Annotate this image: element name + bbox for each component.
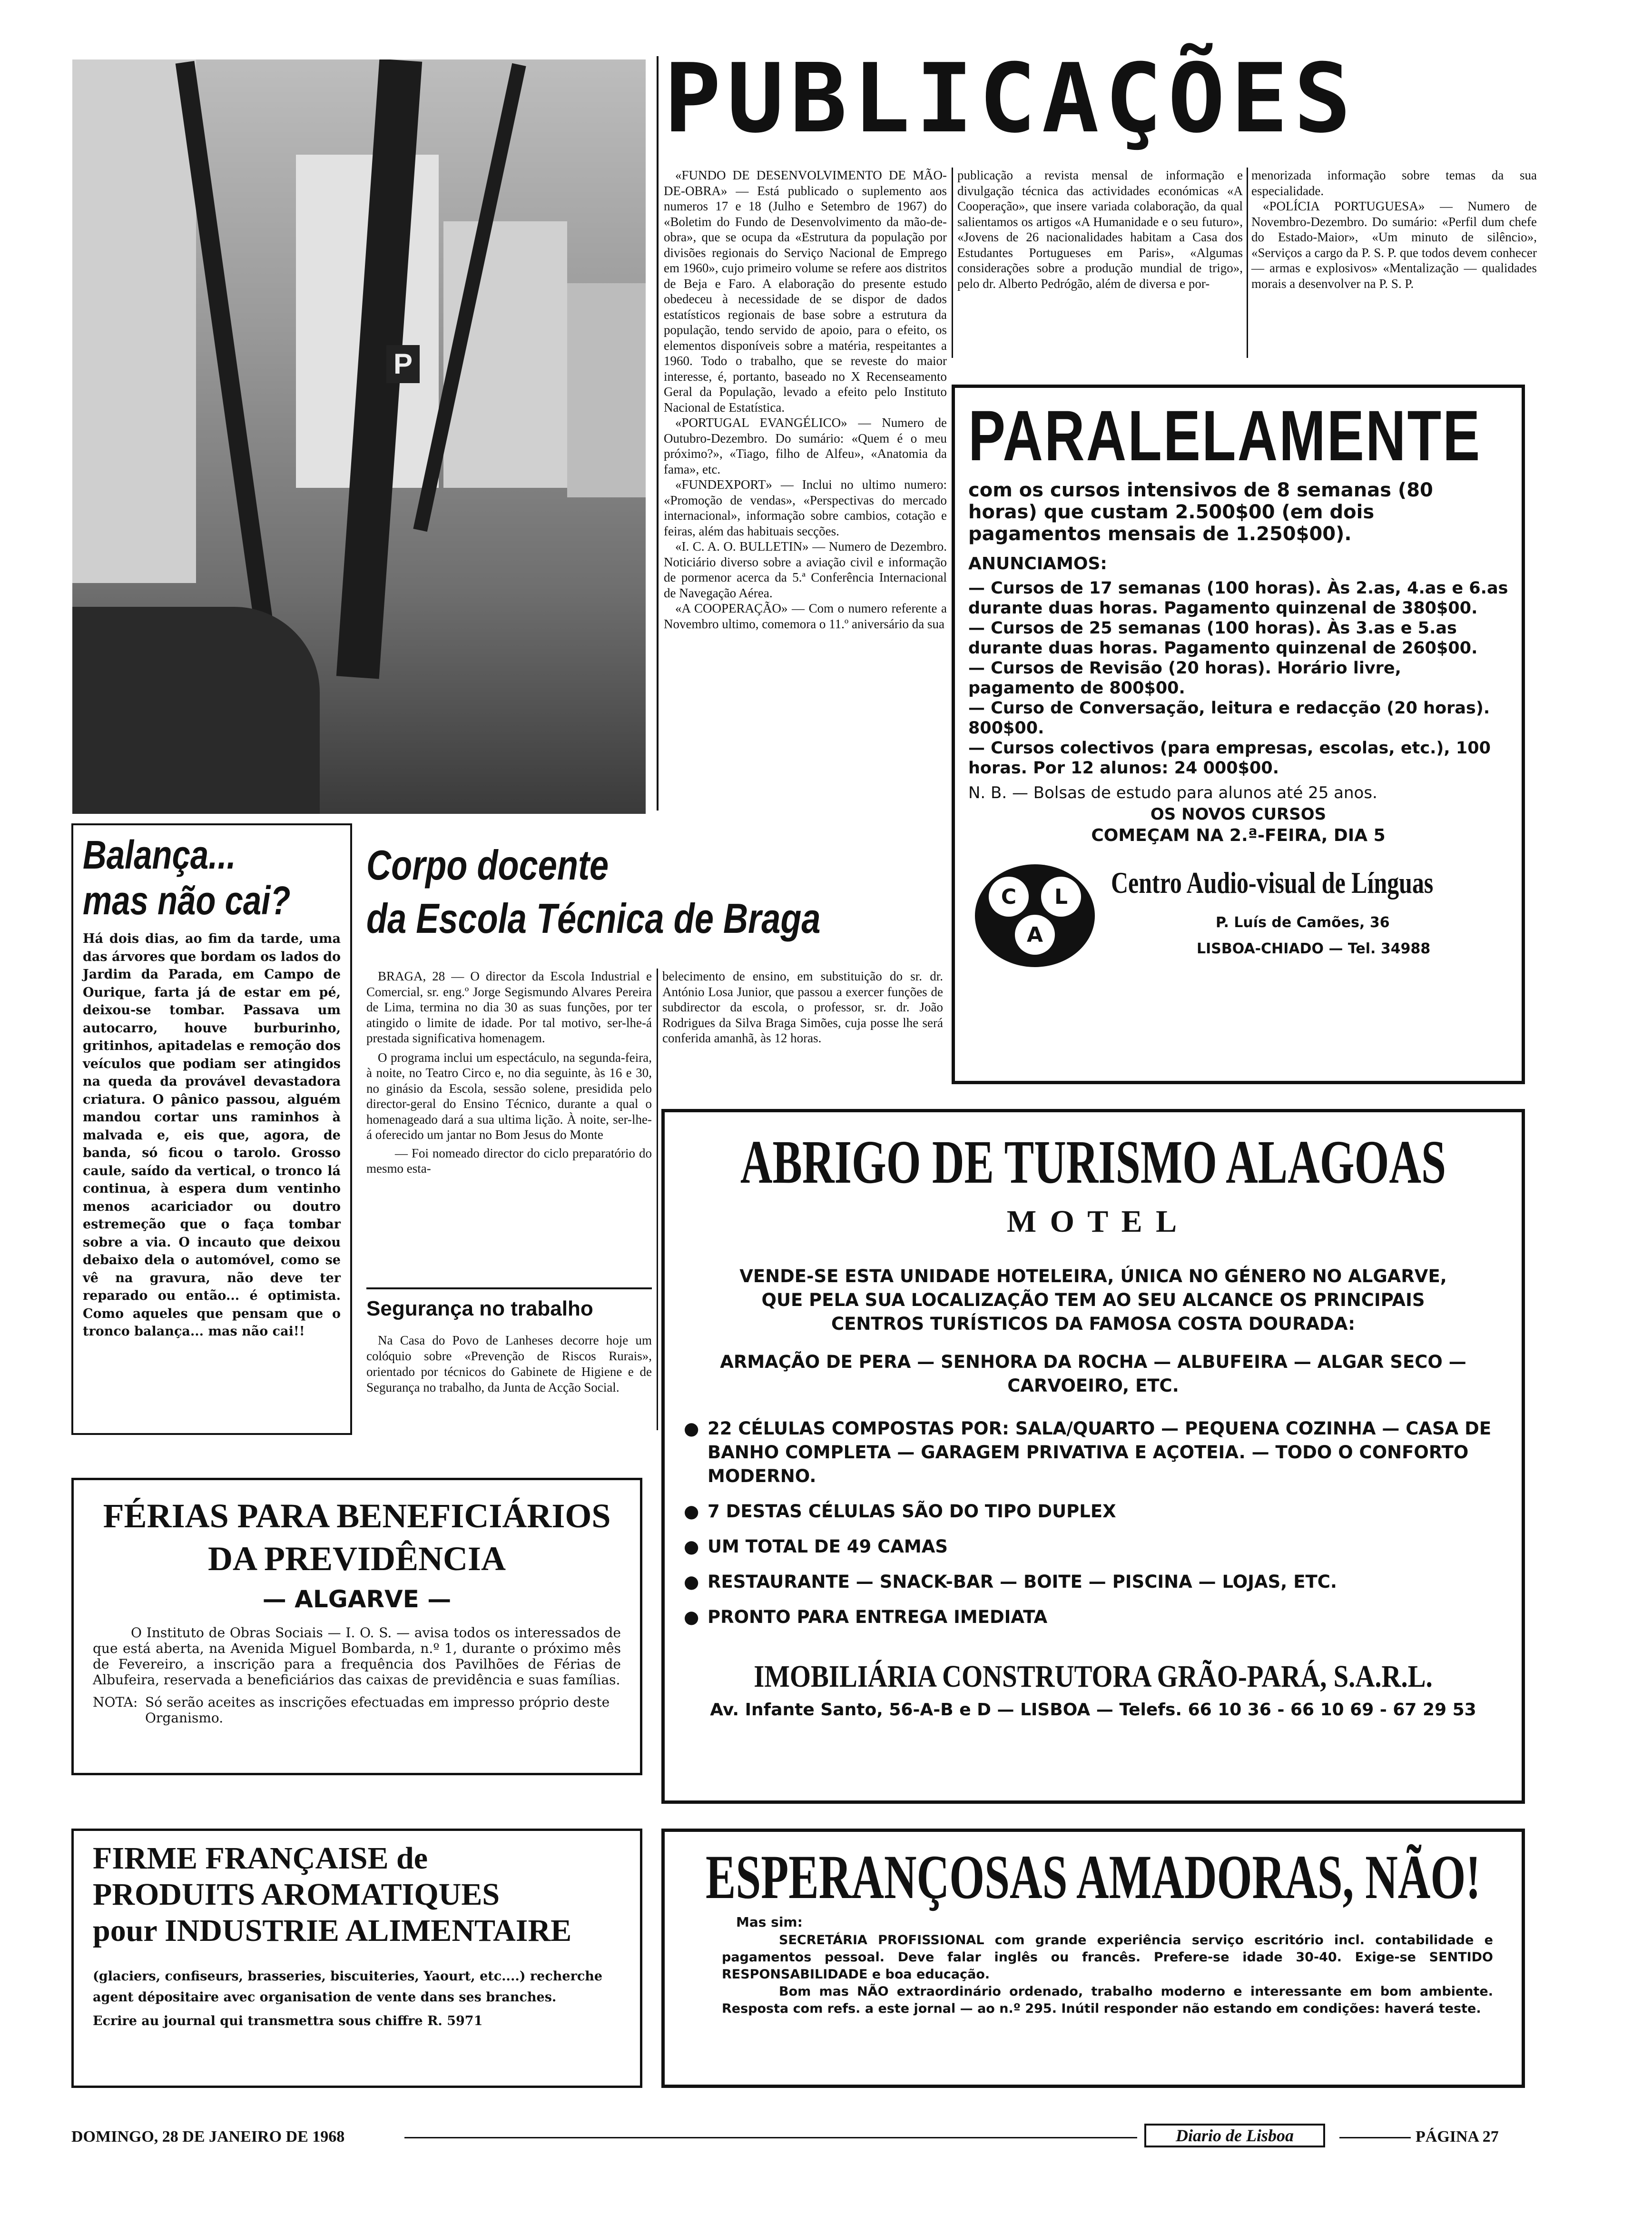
nota-text: Só serão aceites as inscrições efectuadas em impresso próprio deste Organismo. — [145, 1694, 610, 1726]
pub-item: «FUNDO DE DESENVOLVIMENTO DE MÃO-DE-OBRA» — Está publicado o suplemento aos numeros 17 e 18 (Julho e Setembro de 1967) do «Boletim do Fundo de Desenvolvimento da mão-de-obra», que se ocupa da «Estrutura da população por divisões regionais do Serviço Nacional de Emprego em 1960», cujo primeiro volume se refere aos distritos de Beja e Faro. A elaboração do presente estudo obedeceu à necessidade de se dispor de dados estatísticos regionais de base sobre a estrutura da população, tendo servido de apoio, para o efeito, os elementos disponíveis sobre a matéria, respeitantes a 1960. Todo o trabalho, que se reveste do maior interesse, é, portanto, baseado no X Recenseamento Geral da População, levado a efeito pelo Instituto Nacional de Estatística. — [664, 168, 947, 415]
ad-vende: VENDE-SE ESTA UNIDADE HOTELEIRA, ÚNICA NO GÉNERO NO ALGARVE, QUE PELA SUA LOCALIZAÇÃO TEM AO SEU ALCANCE OS PRINCIPAIS CENTROS TURÍSTICOS DA FAMOSA COSTA DOURADA: — [739, 1266, 1447, 1334]
paralelamente-ad — [952, 385, 1525, 1084]
course-item: — Cursos de 25 semanas (100 horas). Às 3.as e 5.as durante duas horas. Pagamento quinzenal de 260$00. — [968, 619, 1478, 658]
ad-motel: M O T E L — [1006, 1204, 1180, 1239]
publicacoes-col2: publicação a revista mensal de informação e divulgação técnica das actividades económicas «A Cooperação», que insere variada colaboração, da qual salientamos os artigos «A Humanidade e o seu futuro», «Jovens de 26 nacionalidades habitam a Casa dos Estudantes Portugueses em Paris», «Algumas considerações sobre a produção mundial de trigo», pelo dr. Alberto Pedrógão, além de diversa e por- — [957, 168, 1243, 291]
corpo-title — [366, 839, 937, 945]
ad-sub: — ALGARVE — — [262, 1585, 452, 1613]
pub-item: menorizada informação sobre temas da sua especialidade. — [1251, 168, 1537, 198]
ad-company: IMOBILIÁRIA CONSTRUTORA GRÃO-PARÁ, S.A.R.L. — [754, 1659, 1433, 1694]
corpo-col1 — [366, 969, 652, 1177]
ad-line: PRODUITS AROMATIQUES — [93, 1877, 500, 1912]
esperancosas-ad — [661, 1829, 1525, 2088]
ad-bullet: ● 22 CÉLULAS COMPOSTAS POR: SALA/QUARTO — PEQUENA COZINHA — CASA DE BANHO COMPLETA — GARAGEM PRIVATIVA E AÇOTEIA. — TODO O CONFORTO MODERNO. — [684, 1417, 1503, 1488]
ad-bullet: ● PRONTO PARA ENTREGA IMEDIATA — [684, 1605, 1503, 1629]
ad-address: Av. Infante Santo, 56-A-B e D — LISBOA — Telefs. 66 10 36 - 66 10 69 - 67 29 53 — [710, 1700, 1476, 1720]
article-title: mas não cai? — [83, 878, 291, 923]
divider — [366, 1287, 652, 1289]
ad-places: ARMAÇÃO DE PERA — SENHORA DA ROCHA — ALBUFEIRA — ALGAR SECO — CARVOEIRO, ETC. — [720, 1352, 1466, 1396]
ad-mas: Mas sim: — [736, 1914, 803, 1930]
bullet-icon: ● — [684, 1607, 699, 1627]
pub-item: «POLÍCIA PORTUGUESA» — Numero de Novembro-Dezembro. Do sumário: «Perfil dum chefe do Estado-Maior», «Um minuto de silêncio», «Serviços a cargo da P. S. P. que todos devem conhecer — armas e explosivos» «Mentalização — qualidades morais a desenvolver na P. S. P. — [1251, 199, 1537, 291]
ad-novos: OS NOVOS CURSOS — [1150, 805, 1327, 824]
ad-bullet: ● UM TOTAL DE 49 CAMAS — [684, 1535, 1503, 1559]
section-title: PUBLICAÇÕES — [664, 43, 1357, 154]
ad-intro: com os cursos intensivos de 8 semanas (80 horas) que custam 2.500$00 (em dois pagamentos mensais de 1.250$00). — [968, 479, 1433, 545]
firme-ad — [71, 1829, 642, 2088]
pub-item: «I. C. A. O. BULLETIN» — Numero de Dezembro. Noticiário diverso sobre a aviação civil e informação de pormenor acerca da 5.ª Conferência Internacional de Navegação Aérea. — [664, 539, 947, 600]
ad-title: ABRIGO DE TURISMO ALAGOAS — [740, 1128, 1446, 1197]
bullet-icon: ● — [684, 1418, 699, 1439]
ad-body: O Instituto de Obras Sociais — I. O. S. — avisa todos os interessados de que está aberta, na Avenida Miguel Bombarda, n.º 1, durante o próximo mês de Fevereiro, a inscrição para a frequência dos Pavilhões de Férias de Albufeira, reservada a beneficiários das caixas de previdência e suas famílias. — [93, 1625, 621, 1688]
bullet-icon: ● — [684, 1572, 699, 1592]
ad-body: SECRETÁRIA PROFISSIONAL com grande experiência serviço escritório incl. contabilidade e pagamentos pessoal. Deve falar inglês ou francês. Prefere-se idade 30-40. Exige-se SENTIDO RESPONSABILIDADE e boa educação. — [722, 1933, 1493, 1982]
ad-line: FIRME FRANÇAISE de — [93, 1841, 428, 1876]
article-title: Balança... — [83, 832, 236, 877]
balanca-article — [71, 823, 352, 1435]
footer-rule — [1339, 2137, 1411, 2138]
ad-line: pour INDUSTRIE ALIMENTAIRE — [93, 1913, 572, 1948]
ferias-ad — [71, 1478, 642, 1775]
course-item: — Cursos colectivos (para empresas, escolas, etc.), 100 horas. Por 12 alunos: 24 000$00. — [968, 739, 1491, 778]
nota-label: NOTA: — [93, 1694, 138, 1710]
ad-title: ESPERANÇOSAS AMADORAS, NÃO! — [705, 1842, 1481, 1912]
course-item: — Curso de Conversação, leitura e redacção (20 horas). 800$00. — [968, 699, 1490, 738]
ad-title: FÉRIAS PARA BENEFICIÁRIOS — [103, 1497, 611, 1535]
bullet-icon: ● — [684, 1536, 699, 1557]
newspaper-masthead: Diario de Lisboa — [1144, 2124, 1325, 2147]
ad-bullet: ● RESTAURANTE — SNACK-BAR — BOITE — PISCINA — LOJAS, ETC. — [684, 1570, 1503, 1594]
centro-address: P. Luís de Camões, 36 — [1216, 914, 1390, 931]
corpo-col2: belecimento de ensino, em substituição do sr. dr. António Losa Junior, que passou a exercer funções de subdirector da escola, o professor, sr. dr. João Rodrigues da Silva Braga Simões, cuja posse lhe será conferida amanhã, às 12 horas. — [662, 969, 943, 1045]
article-paragraph: BRAGA, 28 — O director da Escola Industrial e Comercial, sr. eng.º Jorge Segismundo Alvares Pereira de Lima, termina no dia 30 as suas funções, por ter atingido o limite de idade. Por tal motivo, ser-lhe-á prestada significativa homenagem. — [366, 969, 652, 1045]
ad-nb: N. B. — Bolsas de estudo para alunos até 25 anos. — [968, 783, 1377, 802]
parking-sign-icon: P — [386, 345, 420, 383]
ad-title: PARALELAMENTE — [968, 396, 1482, 475]
pub-item: «FUNDEXPORT» — Inclui no ultimo numero: «Promoção de vendas», «Perspectivas do mercado internacional», informação sobre cambios, cotação e feiras, além das habituais secções. — [664, 477, 947, 538]
seguranca-body: Na Casa do Povo de Lanheses decorre hoje um colóquio sobre «Prevenção de Riscos Rurais», orientado por técnicos do Gabinete de Higiene e de Segurança no trabalho, da Junta de Acção Social. — [366, 1333, 652, 1394]
course-item: — Cursos de Revisão (20 horas). Horário livre, pagamento de 800$00. — [968, 659, 1401, 698]
publicacoes-col3 — [1251, 168, 1537, 291]
column-rule — [657, 969, 658, 1430]
page-number: PÁGINA 27 — [1416, 2128, 1499, 2146]
pub-item: «A COOPERAÇÃO» — Com o numero referente a Novembro ultimo, comemora o 11.º aniversário da sua — [664, 601, 947, 631]
logo-letter-c: C — [1001, 885, 1017, 909]
ad-body: Bom mas NÃO extraordinário ordenado, trabalho moderno e interessante em bom ambiente. Resposta com refs. a este jornal — ao n.º 295. Inútil responder não estando em condições: haverá teste. — [722, 1984, 1493, 2016]
centro-name: Centro Audio-visual de Línguas — [1111, 866, 1434, 900]
seguranca-title: Segurança no trabalho — [366, 1297, 593, 1320]
article-title: Corpo docente — [366, 841, 609, 889]
article-paragraph: O programa inclui um espectáculo, na segunda-feira, à noite, no Teatro Circo e, no dia seguinte, às 16 e 30, no ginásio da Escola, sessão solene, presidida pelo director-geral do Ensino Técnico, durante a qual o homenageado dará a sua ultima lição. À noite, ser-lhe-á oferecido um jantar no Bom Jesus do Monte — [366, 1050, 652, 1142]
ad-bullet: ● 7 DESTAS CÉLULAS SÃO DO TIPO DUPLEX — [684, 1500, 1503, 1523]
street-photo — [72, 59, 646, 814]
publicacoes-col1 — [664, 168, 947, 632]
column-rule — [1247, 168, 1248, 358]
abrigo-ad — [661, 1109, 1525, 1804]
footer-date: DOMINGO, 28 DE JANEIRO DE 1968 — [71, 2128, 345, 2146]
ad-ecrire: Ecrire au journal qui transmettra sous chiffre R. 5971 — [93, 2014, 483, 2028]
article-title: da Escola Técnica de Braga — [366, 895, 821, 942]
language-center-logo-icon — [973, 861, 1097, 970]
article-body: Há dois dias, ao fim da tarde, uma das árvores que bordam os lados do Jardim da Parada, em Campo de Ourique, farta já de estar em pé, deixou-se tombar. Passava um autocarro, houve burburinho, gritinhos, apitadelas e remoção dos veículos que podiam ser atingidos na queda da provável devastadora criatura. O pânico passou, alguém mandou cortar uns raminhos à malvada e, eis que, agora, de banda, só ficou o tarolo. Grosso caule, saído da vertical, o tronco lá continua, à espera dum ventinho menos acariciador ou doutro estremeção que o faça tombar sobre a via. O incauto que deixou debaixo dela o automóvel, como se vê na gravura, não deve ter reparado ou então... é optimista. Como aqueles que pensam que o tronco balança... mas não cai!! — [83, 931, 341, 1339]
course-item: — Cursos de 17 semanas (100 horas). Às 2.as, 4.as e 6.as durante duas horas. Pagamento quinzenal de 380$00. — [968, 579, 1508, 618]
article-paragraph: — Foi nomeado director do ciclo preparatório do mesmo esta- — [366, 1146, 652, 1176]
column-rule — [657, 56, 659, 811]
ad-title: DA PREVIDÊNCIA — [207, 1540, 506, 1578]
bullet-icon: ● — [684, 1501, 699, 1522]
pub-item: «PORTUGAL EVANGÉLICO» — Numero de Outubro-Dezembro. Do sumário: «Quem é o meu próximo?», «Tiago, filho de Alfeu», «Anatomia da fama», etc. — [664, 415, 947, 476]
footer-rule — [404, 2137, 1137, 2138]
ad-comecam: COMEÇAM NA 2.ª-FEIRA, DIA 5 — [1091, 826, 1386, 845]
ad-body: (glaciers, confiseurs, brasseries, biscuiteries, Yaourt, etc....) recherche agent dépositaire avec organisation de vente dans ses branches. — [93, 1969, 603, 2005]
column-rule — [952, 168, 953, 358]
centro-contact: LISBOA-CHIADO — Tel. 34988 — [1197, 940, 1431, 957]
logo-letter-l: L — [1054, 885, 1068, 909]
ad-anunciamos: ANUNCIAMOS: — [968, 554, 1107, 574]
logo-letter-a: A — [1026, 923, 1043, 947]
